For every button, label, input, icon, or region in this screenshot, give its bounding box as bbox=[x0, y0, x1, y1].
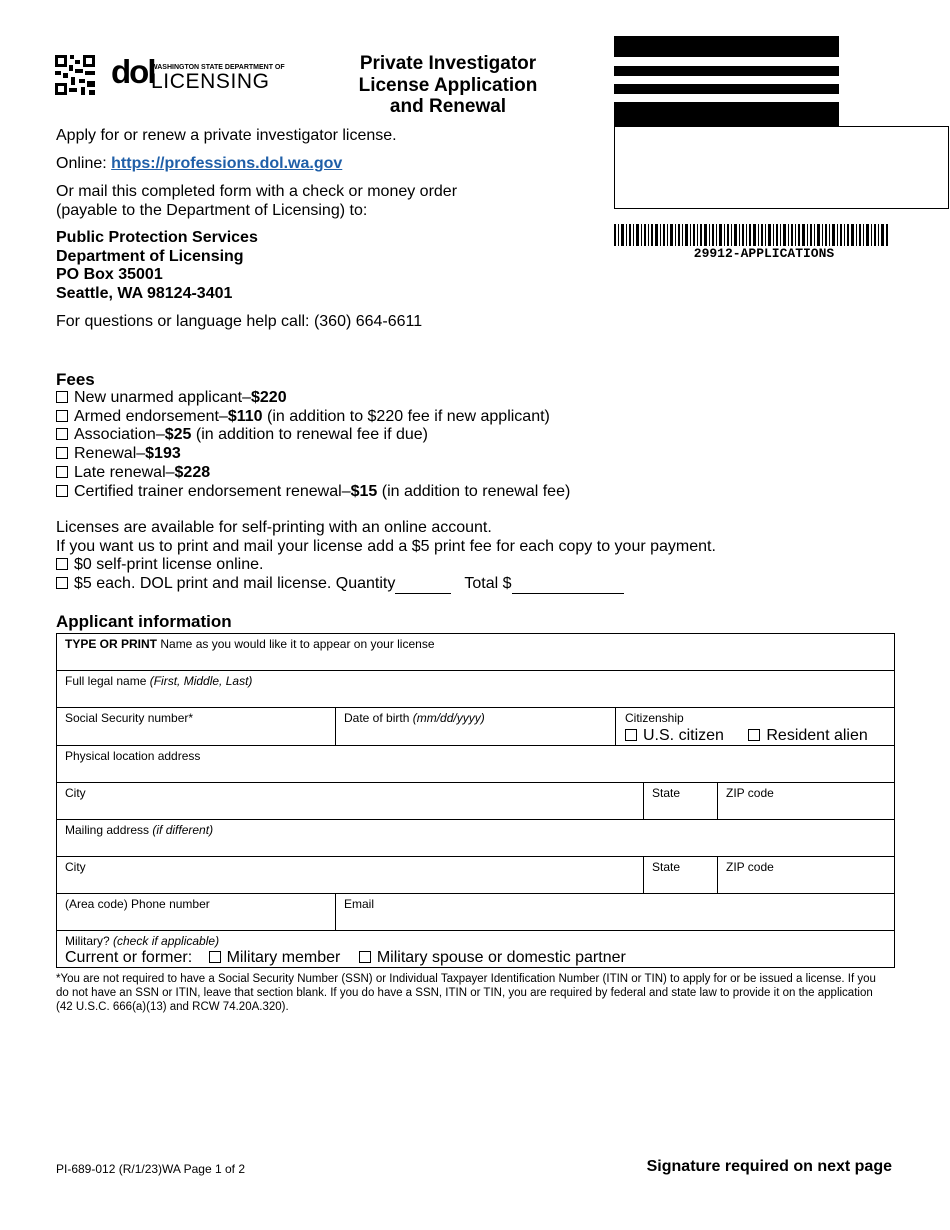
resident-alien-checkbox[interactable] bbox=[748, 729, 760, 741]
mail-instructions bbox=[56, 182, 457, 220]
online-line bbox=[56, 154, 342, 173]
barcode bbox=[614, 224, 889, 246]
fee-item[interactable]: Armed endorsement–$110 (in addition to $220 fee if new applicant) bbox=[56, 408, 570, 427]
military-member-checkbox[interactable] bbox=[209, 951, 221, 963]
fee-item[interactable]: Certified trainer endorsement renewal–$15 (in addition to renewal fee) bbox=[56, 483, 570, 502]
mail-print-option[interactable]: $5 each. DOL print and mail license. Quantity Total $ bbox=[56, 575, 716, 594]
online-label: Online: bbox=[56, 155, 107, 172]
physical-address-field[interactable]: Physical location address bbox=[57, 746, 895, 783]
mail-print-checkbox[interactable] bbox=[56, 577, 68, 589]
form-id: PI-689-012 (R/1/23)WA Page 1 of 2 bbox=[56, 1162, 245, 1176]
military-spouse-checkbox[interactable] bbox=[359, 951, 371, 963]
fee-checkbox[interactable] bbox=[56, 466, 68, 478]
phone-help-line: For questions or language help call: (360) 664-6611 bbox=[56, 313, 423, 330]
email-field[interactable]: Email bbox=[336, 894, 895, 931]
us-citizen-checkbox[interactable] bbox=[625, 729, 637, 741]
online-url-link[interactable]: https://professions.dol.wa.gov bbox=[111, 155, 343, 172]
fee-checkbox[interactable] bbox=[56, 410, 68, 422]
agency-main-text: LICENSING bbox=[151, 70, 270, 93]
applicant-heading: Applicant information bbox=[56, 612, 232, 631]
title-line-3: and Renewal bbox=[389, 96, 507, 117]
ssn-footnote bbox=[56, 972, 886, 1014]
applicant-form bbox=[56, 633, 895, 968]
citizenship-field bbox=[616, 708, 895, 746]
current-former-label: Current or former: bbox=[65, 949, 193, 966]
mailing-state-field[interactable]: State bbox=[644, 857, 718, 894]
total-field[interactable] bbox=[512, 579, 624, 594]
fee-checkbox[interactable] bbox=[56, 391, 68, 403]
fees-section bbox=[56, 370, 570, 501]
legal-name-field[interactable]: Full legal name (First, Middle, Last) bbox=[57, 671, 895, 708]
agency-top-text: WASHINGTON STATE DEPARTMENT OF bbox=[151, 64, 285, 71]
license-name-field[interactable]: TYPE OR PRINT Name as you would like it to appear on your license bbox=[57, 634, 895, 671]
address-line: Seattle, WA 98124-3401 bbox=[56, 285, 233, 303]
mailing-address-field[interactable]: Mailing address (if different) bbox=[57, 820, 895, 857]
self-print-option[interactable]: $0 self-print license online. bbox=[56, 556, 716, 575]
dob-field[interactable]: Date of birth (mm/dd/yyyy) bbox=[336, 708, 616, 746]
city-field[interactable]: City bbox=[57, 783, 644, 820]
signature-note: Signature required on next page bbox=[646, 1158, 892, 1175]
us-citizen-option[interactable]: U.S. citizen bbox=[625, 727, 724, 744]
ssn-field[interactable]: Social Security number* bbox=[57, 708, 336, 746]
mailing-city-field[interactable]: City bbox=[57, 857, 644, 894]
qr-code bbox=[55, 55, 95, 95]
address-line: Department of Licensing bbox=[56, 247, 244, 265]
address-line: PO Box 35001 bbox=[56, 266, 163, 284]
logo-letters: dol bbox=[111, 53, 155, 90]
print-options bbox=[56, 519, 716, 594]
self-print-checkbox[interactable] bbox=[56, 558, 68, 570]
fee-checkbox[interactable] bbox=[56, 428, 68, 440]
intro-line: Apply for or renew a private investigator license. bbox=[56, 127, 397, 144]
total-label: Total $ bbox=[464, 575, 512, 593]
mail-line-1: Or mail this completed form with a check or money order bbox=[56, 183, 458, 200]
fee-item[interactable]: Association–$25 (in addition to renewal fee if due) bbox=[56, 426, 570, 445]
military-label: Military? bbox=[65, 934, 114, 948]
footnote-mark: * bbox=[56, 973, 61, 985]
fee-checkbox[interactable] bbox=[56, 447, 68, 459]
resident-alien-option[interactable]: Resident alien bbox=[748, 727, 867, 744]
phone-field[interactable]: (Area code) Phone number bbox=[57, 894, 336, 931]
address-line: Public Protection Services bbox=[56, 229, 258, 246]
military-spouse-option[interactable]: Military spouse or domestic partner bbox=[359, 949, 626, 966]
mailing-address-block bbox=[56, 229, 258, 304]
citizenship-label: Citizenship bbox=[625, 711, 684, 725]
mail-line-2: (payable to the Department of Licensing) to: bbox=[56, 202, 368, 219]
state-field[interactable]: State bbox=[644, 783, 718, 820]
print-info-2: If you want us to print and mail your license add a $5 print fee for each copy to your payment. bbox=[56, 537, 716, 555]
fee-checkbox[interactable] bbox=[56, 485, 68, 497]
zip-field[interactable]: ZIP code bbox=[718, 783, 895, 820]
footnote-text: You are not required to have a Social Security Number (SSN) or Individual Taxpayer Identification Number (ITIN or TIN) to apply for or be issued a license. If you do not have an SSN or ITIN, leave that section blank. If you do have a SSN, ITIN or TIN, you are required by federal and state law to provide it on the application (42 U.S.C. 666(a)(13) and RCW 74.20A.320). bbox=[56, 973, 876, 1013]
office-use-box bbox=[614, 126, 949, 209]
quantity-field[interactable] bbox=[395, 579, 451, 594]
title-line-1: Private Investigator bbox=[359, 53, 537, 74]
form-title bbox=[316, 53, 580, 118]
mailing-zip-field[interactable]: ZIP code bbox=[718, 857, 895, 894]
title-line-2: License Application bbox=[358, 74, 538, 96]
fee-item[interactable]: New unarmed applicant–$220 bbox=[56, 389, 570, 408]
dol-logo bbox=[111, 53, 285, 94]
fees-heading: Fees bbox=[56, 370, 95, 389]
fee-item[interactable]: Late renewal–$228 bbox=[56, 464, 570, 483]
military-member-option[interactable]: Military member bbox=[209, 949, 341, 966]
print-info-1: Licenses are available for self-printing with an online account. bbox=[56, 519, 492, 536]
barcode-text: 29912-APPLICATIONS bbox=[693, 246, 835, 261]
type-or-print-label: TYPE OR PRINT bbox=[65, 637, 158, 651]
office-use-bars bbox=[614, 36, 840, 126]
fee-item[interactable]: Renewal–$193 bbox=[56, 445, 570, 464]
military-field: Military? (check if applicable) Current or former: Military member Military spouse or domestic partner bbox=[57, 931, 895, 968]
